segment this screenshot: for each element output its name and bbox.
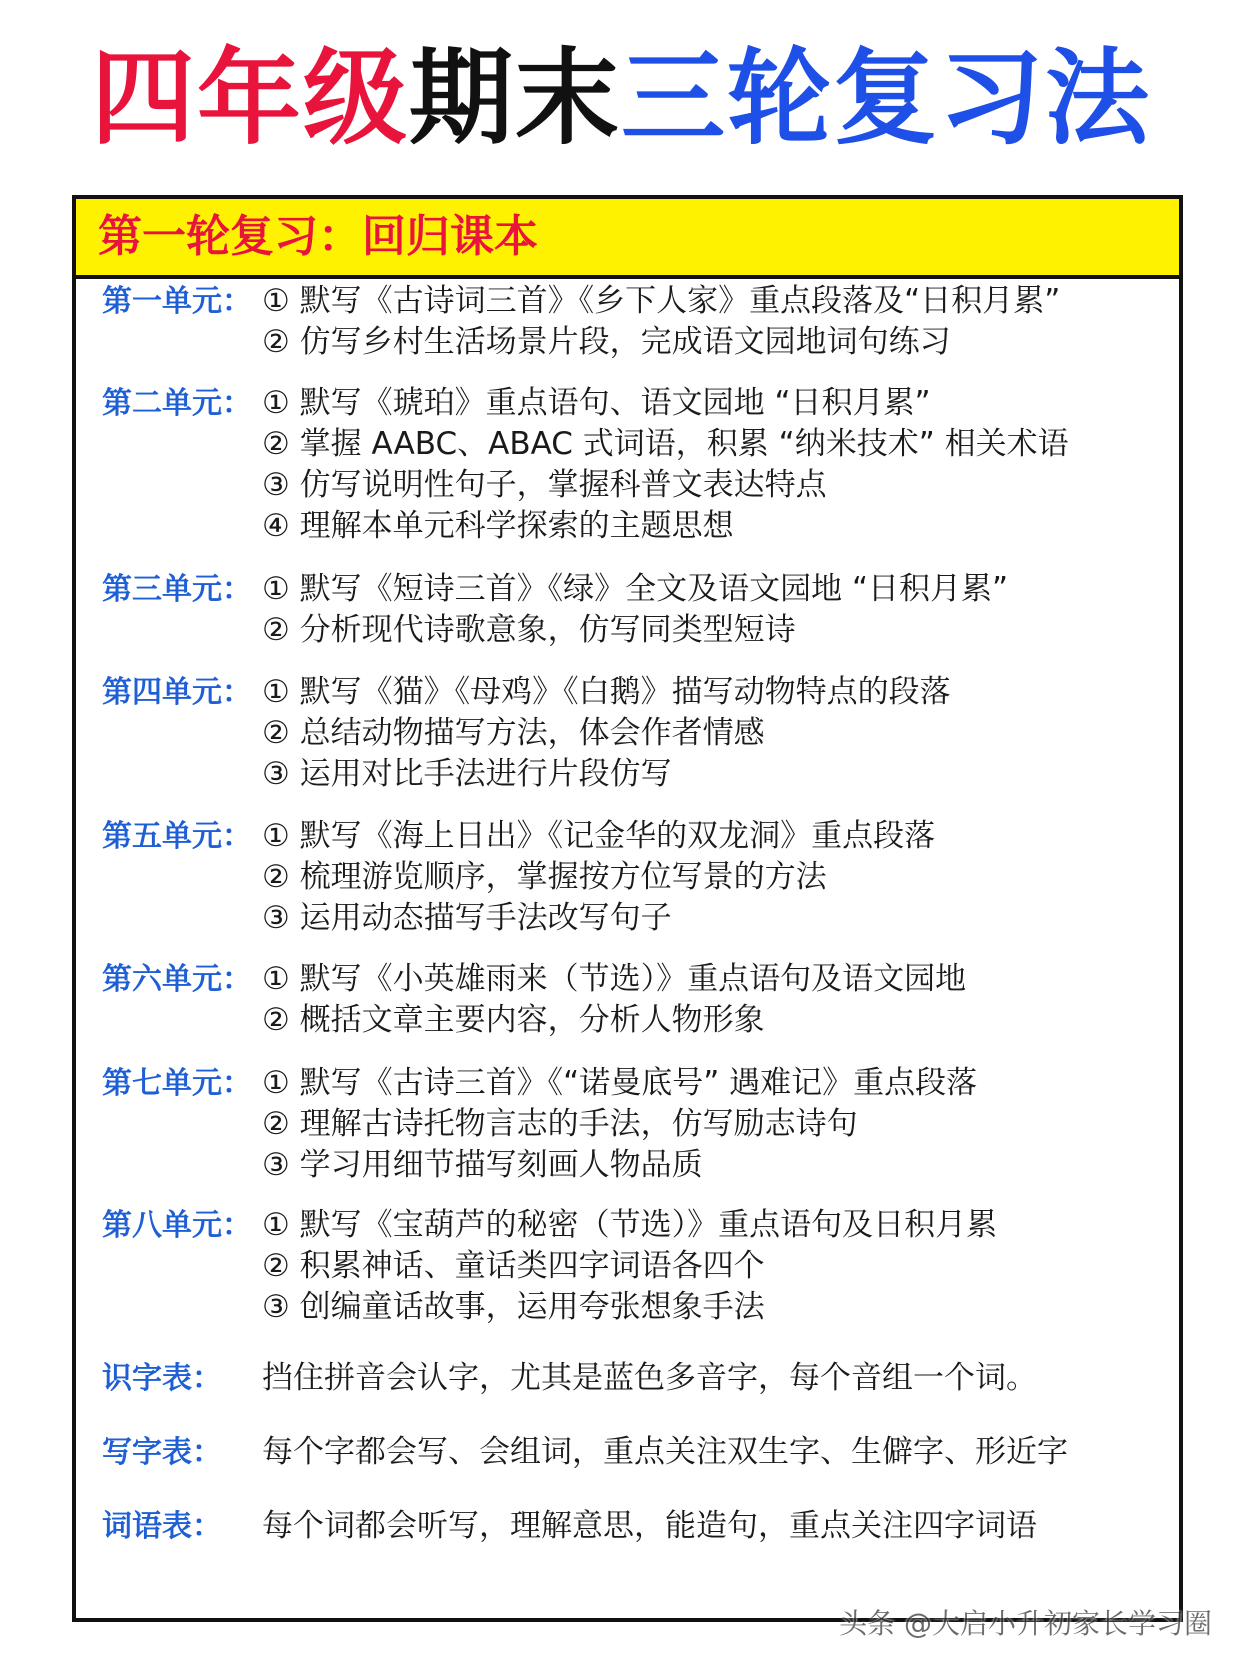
unit-item: ② 理解古诗托物言志的手法，仿写励志诗句 [262,1106,858,1142]
unit-label: 第六单元： [102,962,252,997]
unit-item: ③ 创编童话故事，运用夸张想象手法 [262,1289,765,1325]
unit-label: 第五单元： [102,819,252,854]
writing-table-items [262,1432,1167,1473]
unit-item: ① 默写《古诗词三首》《乡下人家》重点段落及“日积月累” [262,283,1061,319]
unit-item: ① 默写《宝葫芦的秘密（节选）》重点语句及日积月累 [262,1207,998,1243]
section-header: 第一轮复习：回归课本 [76,199,1179,279]
unit-item: ④ 理解本单元科学探索的主题思想 [262,508,734,544]
unit-item: ③ 仿写说明性句子，掌握科普文表达特点 [262,467,827,503]
unit-item: ① 默写《小英雄雨来（节选）》重点语句及语文园地 [262,961,967,997]
unit-label: 第八单元： [102,1208,252,1243]
writing-table-text: 每个字都会写、会组词，重点关注双生字、生僻字、形近字 [262,1434,1068,1470]
vocabulary-table-text: 每个词都会听写，理解意思，能造句，重点关注四字词语 [262,1508,1037,1544]
title-part-grade: 四年级 [90,37,409,159]
vocabulary-table-label: 词语表： [102,1509,222,1544]
unit-items [262,1063,1167,1186]
unit-label: 第三单元： [102,572,252,607]
title-part-final: 期末 [408,37,621,159]
vocabulary-table-items [262,1506,1167,1547]
unit-item: ② 总结动物描写方法，体会作者情感 [262,715,765,751]
unit-item: ① 默写《海上日出》《记金华的双龙洞》重点段落 [262,818,936,854]
unit-items [262,569,1167,651]
watermark: 头条 @大启小升初家长学习圈 [839,1607,1212,1640]
unit-item: ① 默写《猫》《母鸡》《白鹅》描写动物特点的段落 [262,674,951,710]
unit-label: 第二单元： [102,386,252,421]
unit-items [262,1205,1167,1328]
unit-item: ② 仿写乡村生活场景片段，完成语文园地词句练习 [262,324,951,360]
unit-item: ② 概括文章主要内容，分析人物形象 [262,1002,765,1038]
page-title [0,38,1242,158]
unit-item: ③ 运用对比手法进行片段仿写 [262,756,672,792]
unit-items [262,959,1167,1041]
unit-items [262,383,1167,547]
title-part-method: 三轮复习法 [621,37,1152,159]
unit-item: ① 默写《琥珀》重点语句、语文园地 “日积月累” [262,385,931,421]
writing-table-label: 写字表： [102,1435,222,1470]
literacy-table-label: 识字表： [102,1361,222,1396]
review-card [72,195,1183,1622]
literacy-table-items [262,1358,1167,1399]
unit-item: ② 积累神话、童话类四字词语各四个 [262,1248,765,1284]
unit-item: ③ 运用动态描写手法改写句子 [262,900,672,936]
unit-items [262,281,1167,363]
unit-item: ① 默写《古诗三首》《“诺曼底号” 遇难记》重点段落 [262,1065,978,1101]
unit-item: ② 梳理游览顺序，掌握按方位写景的方法 [262,859,827,895]
unit-item: ② 掌握 AABC、ABAC 式词语，积累 “纳米技术” 相关术语 [262,426,1069,462]
unit-item: ② 分析现代诗歌意象，仿写同类型短诗 [262,612,796,648]
unit-item: ③ 学习用细节描写刻画人物品质 [262,1147,703,1183]
unit-items [262,816,1167,939]
unit-items [262,672,1167,795]
literacy-table-text: 挡住拼音会认字，尤其是蓝色多音字，每个音组一个词。 [262,1360,1037,1396]
unit-label: 第七单元： [102,1066,252,1101]
unit-item: ① 默写《短诗三首》《绿》全文及语文园地 “日积月累” [262,571,1009,607]
unit-label: 第一单元： [102,284,252,319]
unit-label: 第四单元： [102,675,252,710]
